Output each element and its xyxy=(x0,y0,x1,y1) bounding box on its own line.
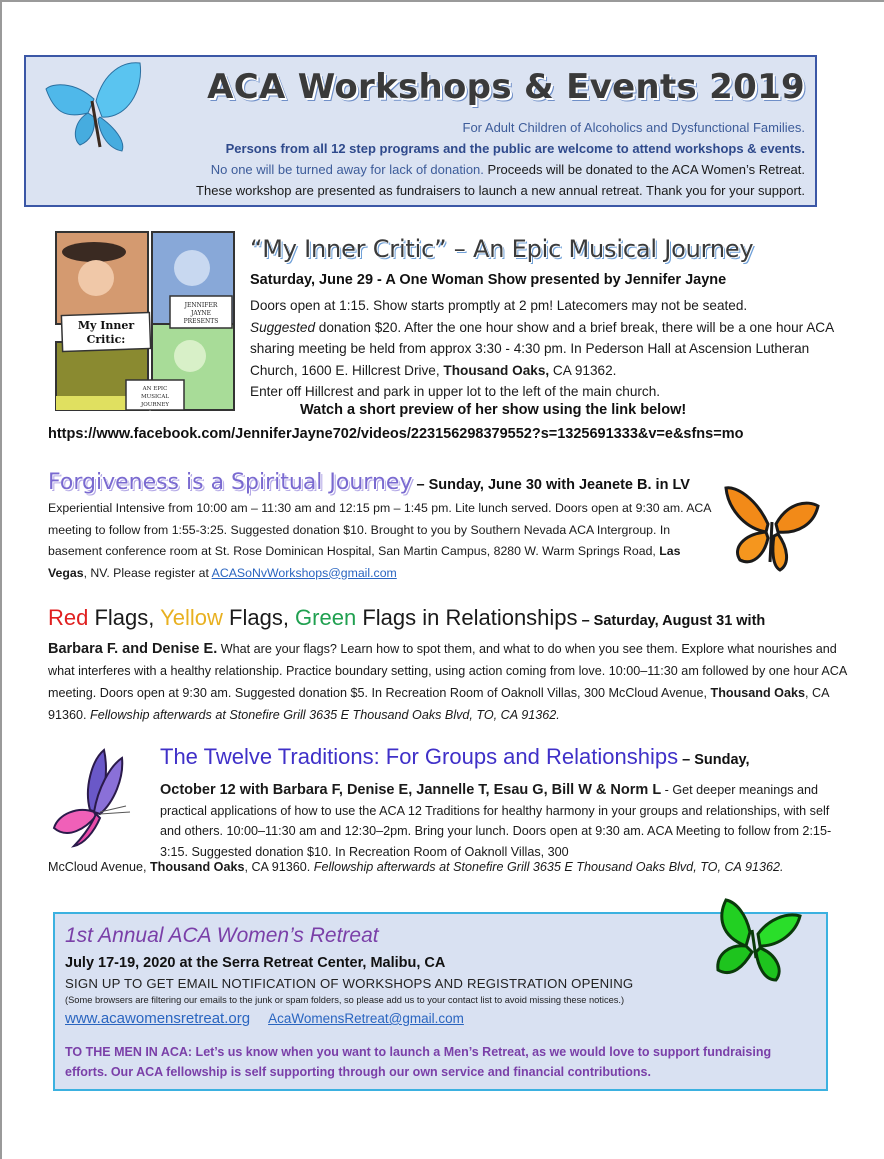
facebook-video-link[interactable]: https://www.facebook.com/JenniferJayne702/videos/223156298379552?s=1325691333&v=e&sfns=mo xyxy=(48,426,744,442)
header-banner xyxy=(24,55,817,207)
event-description: Barbara F. and Denise E. What are your flags? Learn how to spot them, and what to do when you see them. Explore what nourishes and what interferes with a healthy relationship. Practice boundary setting, using action coming from love. 10:00–11:30 am followed by one hour ACA meeting. Doors open at 9:30 am. Suggested donation $5. In Recreation Room of Oaknoll Villas, 300 McCloud Avenue, Thousand Oaks, CA 91360. Fellowship afterwards at Stonefire Grill 3635 E Thousand Oaks Blvd, TO, CA 91362. xyxy=(48,641,847,722)
svg-text:JOURNEY: JOURNEY xyxy=(141,402,169,408)
svg-text:Critic:: Critic: xyxy=(86,333,126,346)
retreat-website-link[interactable]: www.acawomensretreat.org xyxy=(65,1010,251,1027)
svg-text:My Inner: My Inner xyxy=(77,319,135,332)
header-description xyxy=(196,117,805,201)
event-heading-forgiveness xyxy=(48,470,690,495)
header-line-donation: No one will be turned away for lack of donation. Proceeds will be donated to the ACA Women’s Retreat. xyxy=(210,162,805,177)
show-poster-collage xyxy=(54,230,236,412)
svg-text:MUSICAL: MUSICAL xyxy=(140,394,170,400)
retreat-links xyxy=(65,1010,464,1027)
event-description: October 12 with Barbara F, Denise E, Jannelle T, Esau G, Bill W & Norm L - Get deeper meanings and practical applications of how to use the ACA 12 Traditions for healthy harmony in your groups and relationships, with self and others. 10:00–11:30 am and 12:30–2pm. Bring your lunch. Doors open at 9:30 am. ACA Meeting to follow from 2:15-3:15. Suggested donation $10. In Recreation Room of Oaknoll Villas, 300 xyxy=(160,782,832,859)
monarch-butterfly-icon xyxy=(722,478,822,578)
event-date: – Saturday, August 31 with xyxy=(577,613,766,629)
event-title-flags: Red Flags, Yellow Flags, Green Flags in Relationships xyxy=(48,605,578,630)
event-date: – Sunday, June 30 with Jeanete B. in LV xyxy=(412,477,690,493)
header-line-welcome: Persons from all 12 step programs and the public are welcome to attend workshops & events. xyxy=(225,141,805,156)
header-line-fundraiser: These workshop are presented as fundraisers to launch a new annual retreat. Thank you for your support. xyxy=(196,183,805,198)
svg-text:JAYNE: JAYNE xyxy=(190,310,212,317)
event-title-traditions: The Twelve Traditions: For Groups and Relationships xyxy=(160,744,679,769)
event-title-forgiveness: Forgiveness is a Spiritual Journey xyxy=(48,470,413,495)
event-subtitle: Saturday, June 29 - A One Woman Show presented by Jennifer Jayne xyxy=(250,272,727,288)
event-date: – Sunday, xyxy=(678,752,750,768)
retreat-title: 1st Annual ACA Women’s Retreat xyxy=(65,924,379,947)
blue-butterfly-icon xyxy=(44,61,156,161)
event-heading-traditions xyxy=(160,744,750,770)
svg-text:JENNIFER: JENNIFER xyxy=(184,302,218,309)
register-email-link[interactable]: ACASoNvWorkshops@gmail.com xyxy=(211,565,397,580)
event-heading-flags xyxy=(48,605,765,631)
spam-folder-note: (Some browsers are filtering our emails to the junk or spam folders, so please add us to your contact list to avoid missing these notices.) xyxy=(65,995,625,1005)
event-description: Doors open at 1:15. Show starts promptly at 2 pm! Latecomers may not be seated. Suggested donation $20. After the one hour show and a brief break, there will be a one hour ACA sharing meeting be held from approx 3:30 - 4:30 pm. In Pederson Hall at Ascension Lutheran Church, 1600 E. Hillcrest Drive, Thousand Oaks, CA 91362. Enter off Hillcrest and park in upper lot to the left of the main church. xyxy=(250,298,834,400)
event-title-inner-critic: “My Inner Critic” – An Epic Musical Journey xyxy=(250,235,754,263)
mens-retreat-notice: TO THE MEN IN ACA: Let’s us know when you want to launch a Men’s Retreat, as we would love to support fundraising efforts. Our ACA fellowship is self supporting through our own service and financial contributions. xyxy=(65,1045,772,1079)
svg-text:PRESENTS: PRESENTS xyxy=(183,318,219,325)
pink-purple-butterfly-icon xyxy=(44,748,144,848)
retreat-email-link[interactable]: AcaWomensRetreat@gmail.com xyxy=(268,1011,464,1026)
green-butterfly-icon xyxy=(706,896,806,986)
signup-notice: SIGN UP TO GET EMAIL NOTIFICATION OF WORKSHOPS AND REGISTRATION OPENING xyxy=(65,976,634,991)
event-address-line: McCloud Avenue, Thousand Oaks, CA 91360. Fellowship afterwards at Stonefire Grill 3635 E Thousand Oaks Blvd, TO, CA 91362. xyxy=(48,860,784,874)
svg-text:AN EPIC: AN EPIC xyxy=(142,386,168,392)
retreat-date: July 17-19, 2020 at the Serra Retreat Center, Malibu, CA xyxy=(65,955,446,971)
event-description: Experiential Intensive from 10:00 am – 11:30 am and 12:15 pm – 1:45 pm. Lite lunch served. Doors open at 9:30 am. ACA meeting to follow from 1:55-3:25. Suggested donation $10. Brought to you by Southern Nevada ACA Intergroup. In basement conference room at St. Rose Dominican Hospital, San Martin Campus, 8280 W. Warm Springs Road, Las Vegas, NV. Please register at ACASoNvWorkshops@gmail.com xyxy=(48,501,711,580)
preview-prompt: Watch a short preview of her show using the link below! xyxy=(300,402,687,418)
page-title: ACA Workshops & Events 2019 xyxy=(207,67,805,107)
header-line-audience: For Adult Children of Alcoholics and Dysfunctional Families. xyxy=(462,120,805,135)
